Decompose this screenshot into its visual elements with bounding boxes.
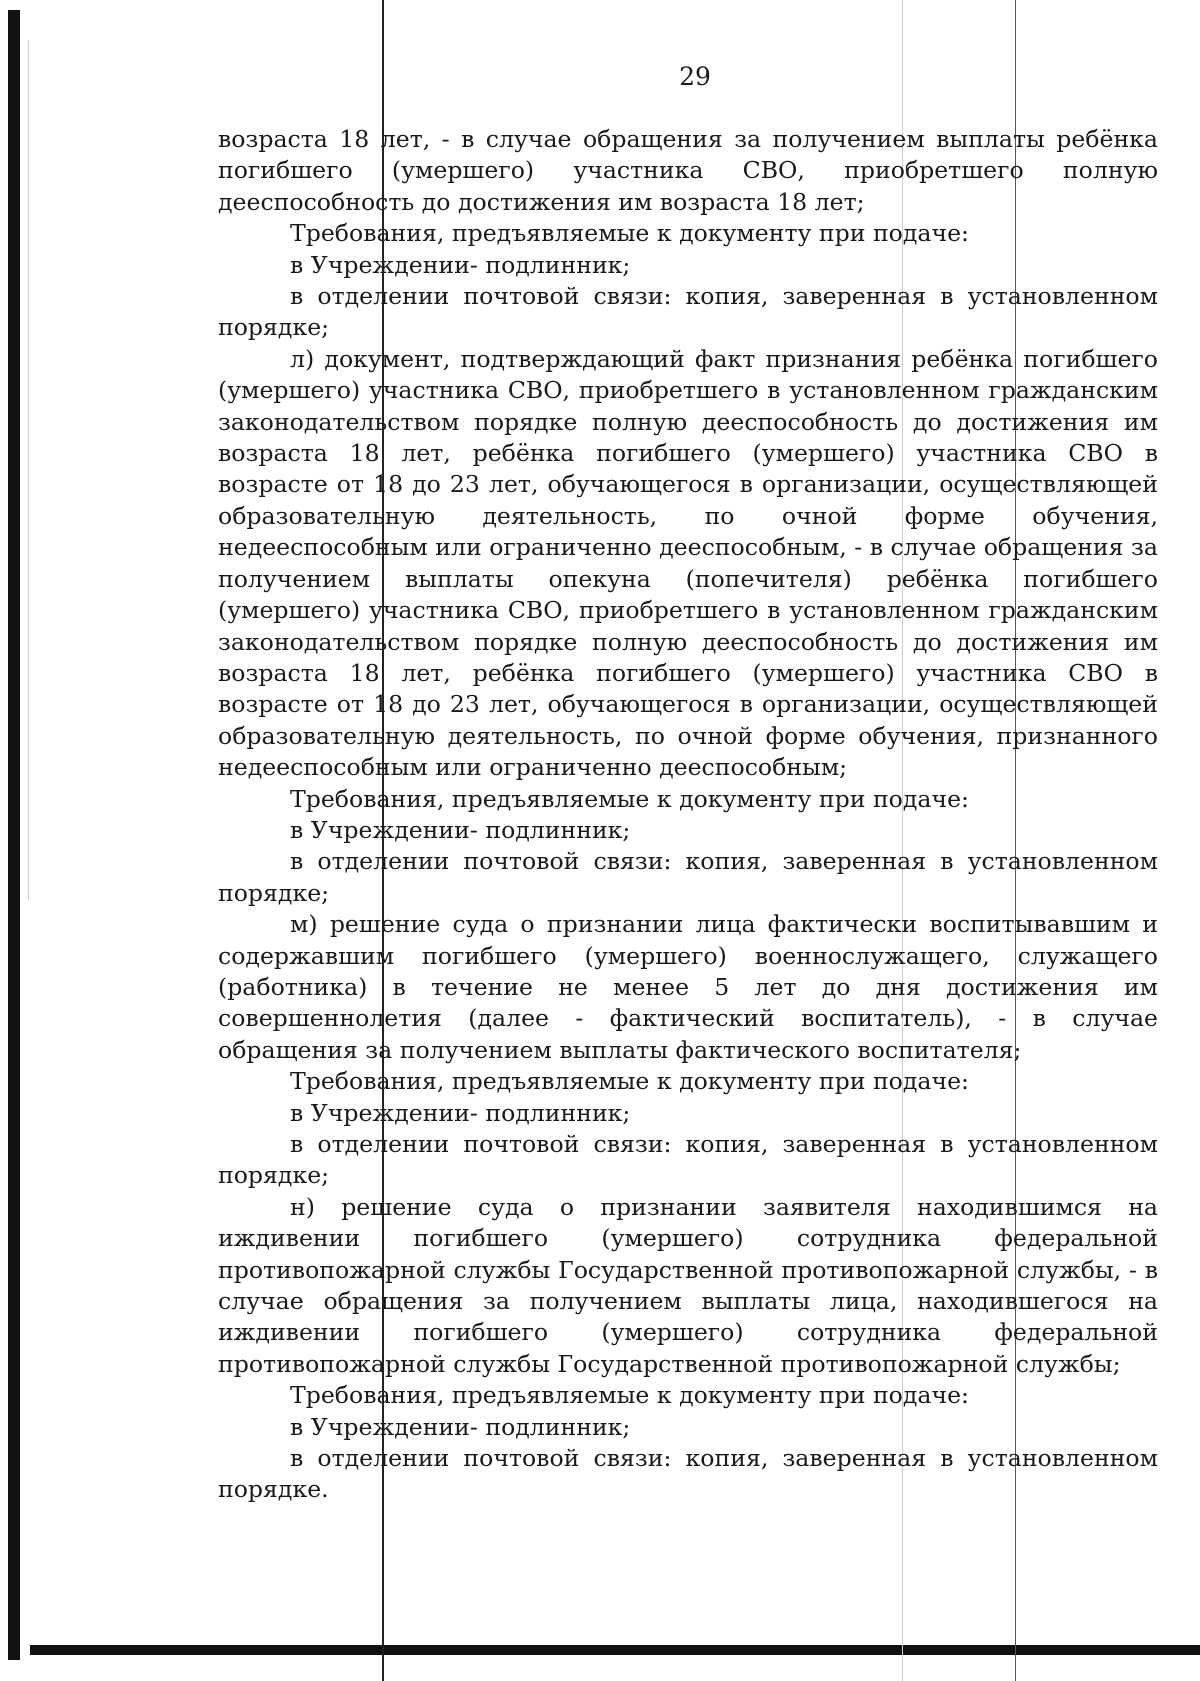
paragraph: в Учреждении- подлинник; <box>290 815 631 844</box>
scan-artifact-line <box>28 40 29 900</box>
page-number: 29 <box>679 62 711 91</box>
scan-edge-left <box>8 10 20 1660</box>
paragraph: Требования, предъявляемые к документу при подаче: <box>290 1381 969 1410</box>
paragraph: в отделении почтовой связи: копия, заверенная в установленном порядке. <box>218 1444 1158 1504</box>
paragraph: в отделении почтовой связи: копия, заверенная в установленном порядке; <box>218 282 1158 342</box>
paragraph: Требования, предъявляемые к документу при подаче: <box>290 219 969 248</box>
paragraph: в Учреждении- подлинник; <box>290 1098 631 1127</box>
paragraph: н) решение суда о признании заявителя находившимся на иждивении погибшего (умершего) сотрудника федеральной противопожарной службы Государственной противопожарной службы, - в случае обращения за получением выплаты лица, находившегося на иждивении погибшего (умершего) сотрудника федеральной противопожарной службы Государственной противопожарной службы; <box>218 1192 1158 1378</box>
paragraph: в отделении почтовой связи: копия, заверенная в установленном порядке; <box>218 847 1158 907</box>
document-body <box>218 124 1158 1506</box>
paragraph: в отделении почтовой связи: копия, заверенная в установленном порядке; <box>218 1130 1158 1190</box>
paragraph: м) решение суда о признании лица фактически воспитывавшим и содержавшим погибшего (умершего) военнослужащего, служащего (работника) в течение не менее 5 лет до дня достижения им совершеннолетия (далее - фактический воспитатель), - в случае обращения за получением выплаты фактического воспитателя; <box>218 910 1158 1064</box>
paragraph: в Учреждении- подлинник; <box>290 250 631 279</box>
paragraph: возраста 18 лет, - в случае обращения за получением выплаты ребёнка погибшего (умершего) участника СВО, приобретшего полную дееспособность до достижения им возраста 18 лет; <box>218 125 1158 216</box>
paragraph: Требования, предъявляемые к документу при подаче: <box>290 784 969 813</box>
paragraph: в Учреждении- подлинник; <box>290 1412 631 1441</box>
paragraph: Требования, предъявляемые к документу при подаче: <box>290 1067 969 1096</box>
paragraph: л) документ, подтверждающий факт признания ребёнка погибшего (умершего) участника СВО, приобретшего в установленном гражданским законодательством порядке полную дееспособность до достижения им возраста 18 лет, ребёнка погибшего (умершего) участника СВО в возрасте от 18 до 23 лет, обучающегося в организации, осуществляющей образовательную деятельность, по очной форме обучения, недееспособным или ограниченно дееспособным, - в случае обращения за получением выплаты опекуна (попечителя) ребёнка погибшего (умершего) участника СВО, приобретшего в установленном гражданским законодательством порядке полную дееспособность до достижения им возраста 18 лет, ребёнка погибшего (умершего) участника СВО в возрасте от 18 до 23 лет, обучающегося в организации, осуществляющей образовательную деятельность, по очной форме обучения, признанного недееспособным или ограниченно дееспособным; <box>218 344 1158 782</box>
scan-edge-bottom <box>30 1645 1200 1655</box>
